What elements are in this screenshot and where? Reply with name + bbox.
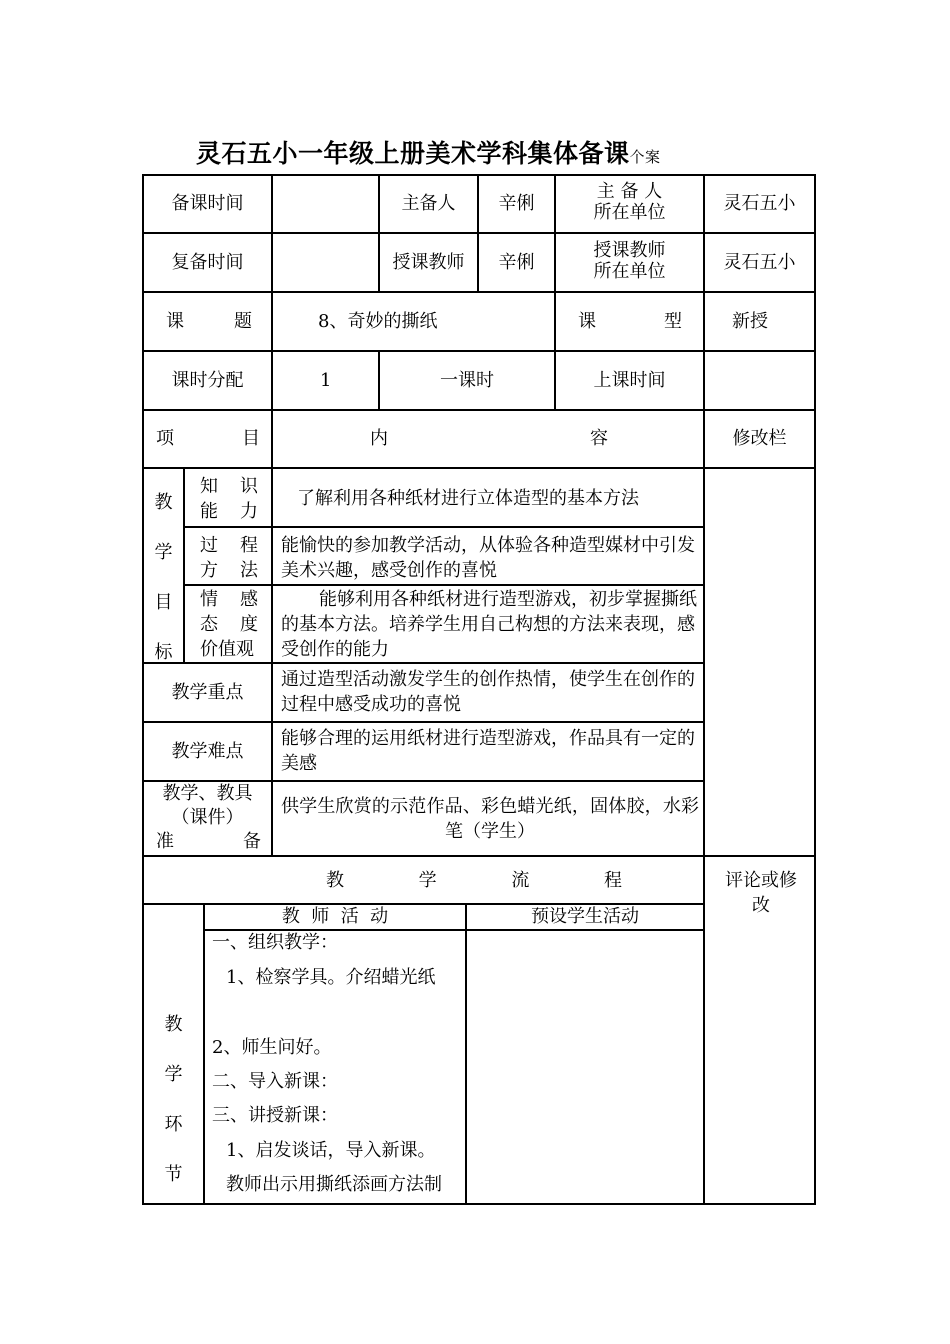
hours-label: 课时分配 (171, 370, 244, 391)
teacher-unit-label-line2: 所在单位 (593, 261, 666, 282)
materials-label-line: 教学、教具 (162, 783, 253, 804)
item-header (156, 426, 260, 451)
teacher-activity-header: 教 师 活 动 (281, 906, 389, 927)
prep-time-label: 备课时间 (171, 193, 244, 214)
knowledge-text: 了解利用各种纸材进行立体造型的基本方法 (297, 488, 639, 509)
topic-label-char: 课 (166, 311, 184, 332)
title-suffix: 个案 (629, 148, 661, 166)
lead-unit-label-line2: 所在单位 (593, 202, 666, 223)
flow-header (326, 868, 622, 893)
emotion-label-char: 态 (200, 614, 218, 635)
table-border (814, 174, 816, 1205)
flow-header-char: 程 (603, 870, 622, 891)
knowledge-label-char: 识 (240, 476, 258, 497)
col-divider (271, 174, 273, 468)
row-divider (183, 584, 705, 586)
objectives-group-char: 学 (154, 542, 173, 563)
col-divider (703, 174, 705, 1205)
section-label-char: 环 (164, 1114, 183, 1135)
materials-label-char: 准 (156, 831, 174, 852)
emotion-label-char: 情 (200, 589, 218, 610)
materials-label-line: （课件） (171, 807, 244, 828)
step-line: 2、师生问好。 (212, 1037, 332, 1058)
student-activity-header: 预设学生活动 (531, 906, 639, 927)
revise-header: 修改栏 (732, 428, 787, 449)
difficulty-text: 能够合理的运用纸材进行造型游戏，作品具有一定的美感 (281, 728, 695, 774)
process-label (200, 533, 258, 583)
comment-label: 评论或修改 (725, 870, 797, 916)
col-divider (465, 903, 467, 1205)
row-divider (142, 662, 705, 664)
key-point-label: 教学重点 (171, 682, 244, 703)
step-line: 教师出示用撕纸添画方法制 (226, 1174, 442, 1195)
objectives-group-char: 标 (154, 642, 173, 663)
process-label-char: 过 (200, 535, 218, 556)
row-divider (142, 291, 816, 293)
row-divider (142, 350, 816, 352)
topic-label-char: 题 (234, 311, 252, 332)
row-divider (142, 409, 816, 411)
lead-label: 主备人 (401, 193, 456, 214)
emotion-label-char: 度 (240, 614, 258, 635)
topic-value: 8、奇妙的撕纸 (318, 311, 438, 332)
difficulty-label: 教学难点 (171, 741, 244, 762)
col-divider (183, 467, 185, 663)
row-divider (142, 721, 705, 723)
objectives-group-label (144, 478, 183, 678)
table-border (142, 1203, 816, 1205)
flow-header-char: 流 (511, 870, 530, 891)
flow-header-char: 学 (418, 870, 437, 891)
teacher-unit-label-line1: 授课教师 (593, 240, 666, 261)
hours-value: 1 (320, 370, 332, 391)
section-label-char: 节 (164, 1164, 183, 1185)
hours-unit: 一课时 (440, 370, 494, 391)
process-label-char: 法 (240, 560, 258, 581)
step-line: 1、启发谈话，导入新课。 (226, 1140, 436, 1161)
section-label-char: 教 (164, 1014, 183, 1035)
row-divider (142, 232, 816, 234)
objectives-group-char: 目 (154, 592, 173, 613)
teacher-label: 授课教师 (392, 252, 465, 273)
knowledge-label-char: 力 (240, 501, 258, 522)
step-line: 一、组织教学： (212, 932, 338, 953)
knowledge-label (200, 474, 258, 524)
knowledge-label-char: 能 (200, 501, 218, 522)
col-divider (203, 903, 205, 1205)
row-divider (183, 526, 705, 528)
objectives-group-char: 教 (154, 492, 173, 513)
emotion-label-char: 感 (240, 589, 258, 610)
content-header-char: 容 (590, 428, 608, 449)
content-header-char: 内 (370, 428, 388, 449)
process-label-char: 程 (240, 535, 258, 556)
section-label-char: 学 (164, 1064, 183, 1085)
materials-label-char: 备 (243, 831, 261, 852)
materials-text: 供学生欣赏的示范作品、彩色蜡光纸，固体胶，水彩笔（学生） (281, 796, 699, 842)
process-label-char: 方 (200, 560, 218, 581)
review-time-label: 复备时间 (171, 252, 244, 273)
row-divider (142, 855, 816, 857)
flow-header-char: 教 (326, 870, 344, 891)
type-label-char: 课 (578, 311, 596, 332)
item-header-char: 目 (242, 428, 260, 449)
emotion-text: 能够利用各种纸材进行造型游戏，初步掌握撕纸的基本方法。培养学生用自己构想的方法来表现，感受创作的能力 (281, 589, 697, 660)
class-time-label: 上课时间 (593, 370, 666, 391)
key-point-text: 通过造型活动激发学生的创作热情，使学生在创作的过程中感受成功的喜悦 (281, 669, 695, 715)
materials-label (144, 782, 271, 854)
teacher-unit-label (556, 240, 703, 282)
lead-value: 辛俐 (498, 193, 535, 214)
process-text: 能愉快的参加教学活动，从体验各种造型媒材中引发美术兴趣，感受创作的喜悦 (281, 535, 695, 581)
lead-unit-label-line1: 主 备 人 (596, 181, 663, 202)
lead-unit-value: 灵石五小 (723, 193, 796, 214)
knowledge-label-char: 知 (200, 476, 218, 497)
step-line: 二、导入新课： (212, 1071, 338, 1092)
title-main: 灵石五小一年级上册美术学科集体备课 (196, 139, 630, 168)
teacher-value: 辛俐 (498, 252, 535, 273)
type-label (578, 309, 682, 334)
emotion-label (200, 587, 258, 662)
emotion-label-line: 价值观 (200, 639, 254, 660)
teacher-unit-value: 灵石五小 (723, 252, 796, 273)
row-divider (142, 467, 816, 469)
step-line: 1、检察学具。介绍蜡光纸 (226, 967, 436, 988)
col-divider (271, 467, 273, 856)
step-line: 三、讲授新课： (212, 1105, 338, 1126)
lead-unit-label (556, 181, 703, 223)
content-header (370, 426, 608, 451)
item-header-char: 项 (156, 428, 174, 449)
topic-label (166, 309, 252, 334)
type-value: 新授 (732, 311, 768, 332)
section-label (144, 1000, 203, 1200)
type-label-char: 型 (664, 311, 682, 332)
table-border (142, 174, 816, 176)
